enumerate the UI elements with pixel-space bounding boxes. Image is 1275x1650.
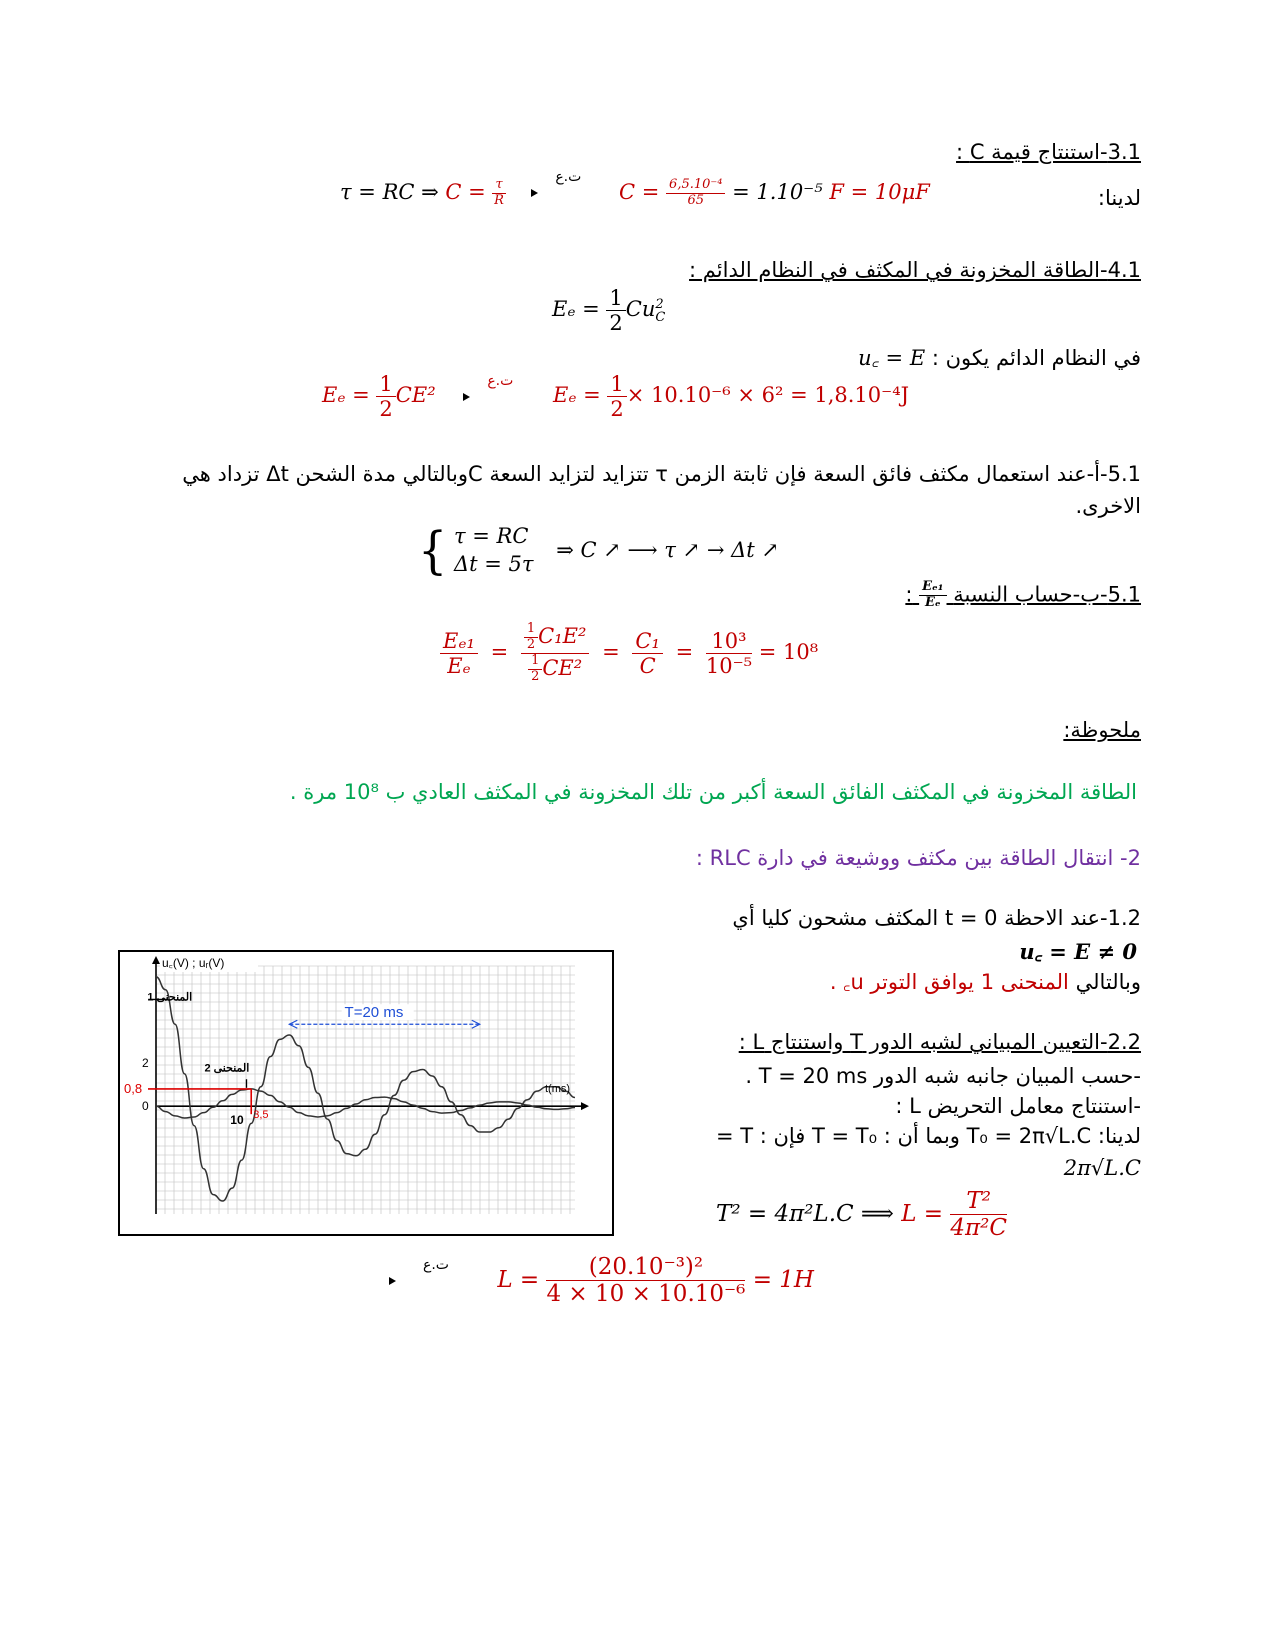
s31-result-unit: F = 10μF (829, 179, 930, 204)
s41-line2: Eₑ = $\frac{1}{2}$ CE² ت.ع Eₑ = $\frac{1}{2}$ × 10.10⁻⁶ × 6² = 1,8.10⁻⁴J (322, 372, 910, 422)
s41-steady: في النظام الدائم يكون : u꜀ = E (858, 346, 1141, 370)
s31-formula: τ = RC ⇒ C = $\frac{\tau}{R}$ ت.ع C = $\frac{\text{6,5.10⁻⁴}}{65}$ = 1.10⁻⁵ F = 10μF (340, 169, 930, 208)
s31-c: C = (445, 179, 486, 204)
s22-heading: 2.2-التعيين المبياني لشبه الدور T واستنتاج L : (738, 1030, 1141, 1054)
s22-l2: -استنتاج معامل التحريض L : (895, 1094, 1141, 1118)
note-heading: ملحوظة: (1063, 718, 1141, 742)
s41-ee: Eₑ = (552, 297, 600, 322)
s31-fraction: $\frac{\text{6,5.10⁻⁴}}{65}$ (666, 178, 725, 209)
x-tick-10: 10 (230, 1113, 244, 1128)
s22-formula: T² = 4π²L.C ⟹ L = $\frac{\text{T²}}{\text{4π²C}}$ (716, 1188, 1007, 1242)
curve-2-label: المنحنى 2 (204, 1062, 250, 1075)
y-tick-0: 0 (142, 1099, 149, 1114)
s31-result: = 1.10⁻⁵ (732, 179, 823, 204)
y-tick-2: 2 (142, 1056, 149, 1071)
s51-ratio: $\frac{\text{Eₑ₁}}{\text{Eₑ}}$ = $\frac{1}{2}$ C₁E² $\frac{1}{2}$ CE² = $\frac{\text{C₁}}{C}$ = $\frac{\text{10³}}{\text{10⁻⁵}}$ = 10⁸ (440, 622, 818, 685)
x-axis-label: t(ms) (545, 1083, 571, 1096)
oscillation-chart-svg (120, 952, 612, 1234)
period-label: T=20 ms (344, 1004, 404, 1022)
x-tick-35: 3,5 (253, 1109, 269, 1122)
s51-b-heading: 5.1-ب-حساب النسبة $\frac{\text{Eₑ₁}}{\text{Eₑ}}$ : (905, 579, 1141, 610)
y-axis-arrow (152, 956, 160, 964)
s51-system: { τ = RC Δt = 5τ ⇒ C ↗ ⟶ τ ↗ → Δt ↗ (418, 520, 779, 581)
s12-line3: وبالتالي المنحنى 1 يوافق التوتر u꜀ . (829, 970, 1141, 994)
s31-tau-over-r: $\frac{\tau}{R}$ (494, 177, 504, 208)
y-tick-08: 0,8 (124, 1080, 143, 1096)
curve-1-label: المنحنى 1 (147, 991, 193, 1004)
oscillation-chart (118, 950, 614, 1236)
s51-line2: الاخرى. (1075, 494, 1141, 518)
s51-line1: 5.1-أ-عند استعمال مكثف فائق السعة فإن ثابتة الزمن τ تتزايد لتزايد السعة Cوبالتالي مدة الشحن Δt تزداد هي (182, 462, 1141, 486)
s22-calc: ت.ع L = $\frac{\text{(20.10⁻³)²}}{\text{4 × 10 × 10.10⁻⁶}}$ = 1H (423, 1254, 814, 1308)
section-2-heading: 2- انتقال الطاقة بين مكثف ووشيعة في دارة RLC : (695, 846, 1141, 870)
s22-l4: 2π√L.C (1063, 1156, 1141, 1180)
s22-l3: لدينا: T₀ = 2π√L.C وبما أن : T = T₀ فإن : T = (715, 1124, 1141, 1148)
s22-l1: -حسب المبيان جانبه شبه الدور T = 20 ms . (745, 1064, 1141, 1088)
note-text: الطاقة المخزونة في المكثف الفائق السعة أكبر من تلك المخزونة في المكثف العادي ب 10⁸ مرة . (289, 780, 1137, 804)
s31-lead: لدينا: (1097, 186, 1141, 210)
s41-cu: Cu (625, 297, 656, 322)
section-3-1-heading: 3.1-استنتاج قيمة C : (956, 140, 1141, 164)
section-4-1-heading: 4.1-الطاقة المخزونة في المكثف في النظام الدائم : (689, 258, 1141, 282)
s41-half: $\frac{1}{2}$ (606, 286, 625, 335)
s31-lhs: τ = RC ⇒ (340, 179, 439, 204)
s12-line2: u꜀ = E ≠ 0 (1019, 939, 1137, 964)
y-axis-label: u꜀(V) ; uᵣ(V) (162, 956, 225, 970)
s41-formula: Eₑ = $\frac{1}{2}$ Cu 2 C (552, 286, 666, 336)
x-axis-arrow (581, 1102, 589, 1110)
s12-line1: 1.2-عند الاحظة t = 0 المكثف مشحون كليا أي (732, 906, 1141, 930)
s31-c2: C = (619, 179, 660, 204)
